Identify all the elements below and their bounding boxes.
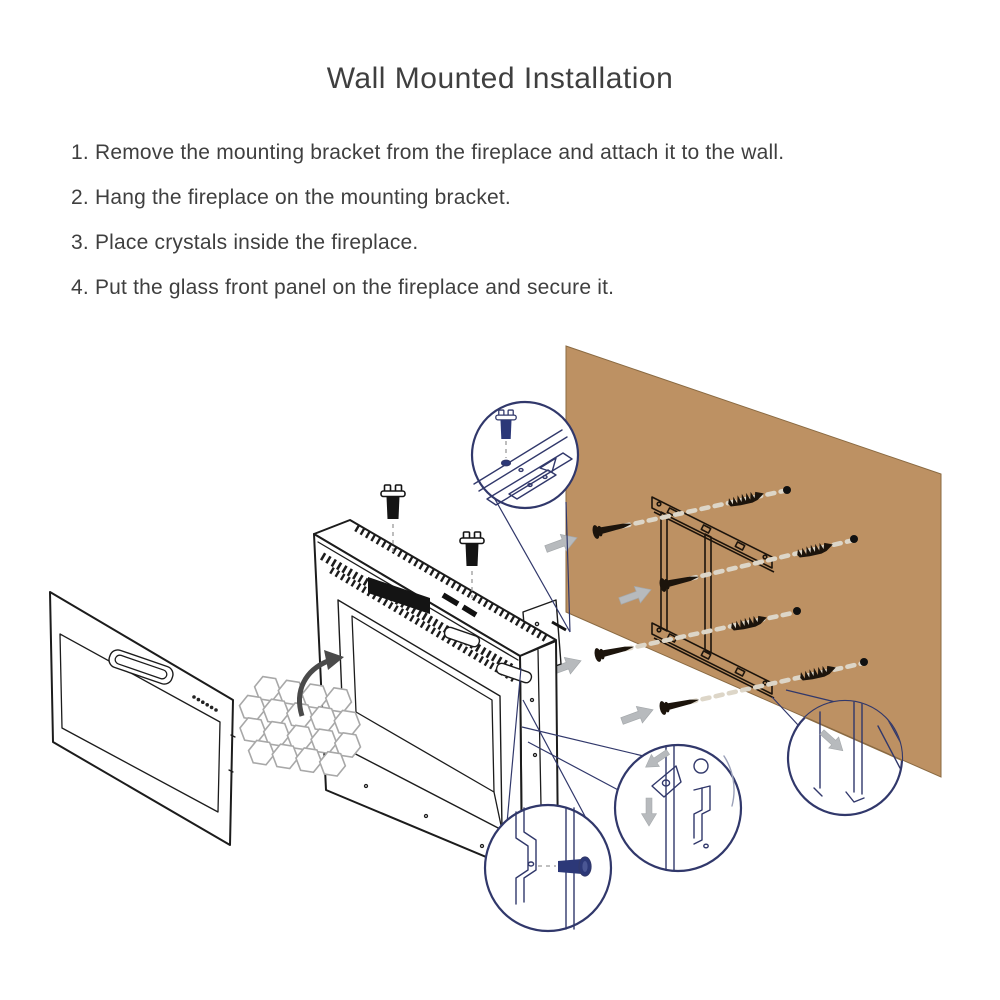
instruction-step-3: 3. Place crystals inside the fireplace.	[71, 231, 419, 254]
glass-front-panel	[50, 592, 235, 845]
arrow-icon	[619, 701, 656, 729]
mounting-screw	[381, 485, 405, 519]
instruction-step-4: 4. Put the glass front panel on the fireplace and secure it.	[71, 276, 615, 299]
mounting-screw	[460, 532, 484, 566]
detail-callout-keyhole-screw	[485, 805, 611, 931]
wall-screw	[658, 693, 700, 715]
instruction-step-2: 2. Hang the fireplace on the mounting bracket.	[71, 186, 511, 209]
instruction-step-1: 1. Remove the mounting bracket from the fireplace and attach it to the wall.	[71, 141, 785, 164]
page-title: Wall Mounted Installation	[326, 62, 674, 95]
wall-screw	[593, 640, 635, 662]
detail-callout-top-bracket-screw	[472, 402, 578, 508]
detail-callout-hook-engagement	[615, 745, 741, 871]
